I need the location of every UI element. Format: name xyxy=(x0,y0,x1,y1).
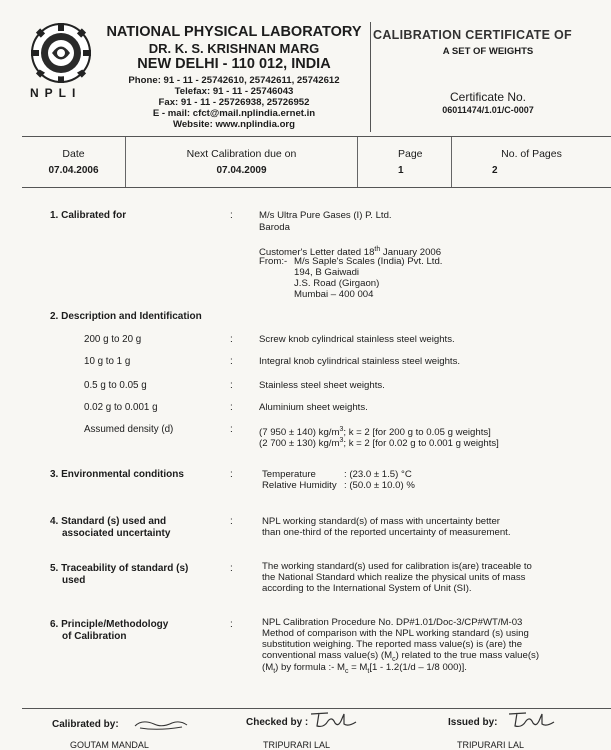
section-5-text-3: according to the International System of Unit (SI). xyxy=(262,583,472,594)
issued-by-label: Issued by: xyxy=(448,717,498,728)
lab-street: DR. K. S. KRISHNAN MARG xyxy=(148,41,320,56)
density-line-2: (2 700 ± 130) $kg/m^3$; k = 2 [for 0.02 g to 0.001 g weights] xyxy=(259,437,499,450)
calibrated-by-name: GOUTAM MANDAL xyxy=(70,740,149,750)
section-6-text-3: substitution weighing. The reported mass value(s) is (are) the xyxy=(262,639,523,650)
item-1-range: 200 g to 20 g xyxy=(84,334,142,345)
next-calibration-label: Next Calibration due on xyxy=(186,148,297,160)
certificate-number-label: Certificate No. xyxy=(449,90,527,104)
certificate-subtitle: A SET OF WEIGHTS xyxy=(442,46,534,57)
section-4-heading-line-1: 4. Standard (s) used and xyxy=(50,516,167,527)
lab-contact-block xyxy=(104,75,364,130)
lab-fax: Fax: 91 - 11 - 25726938, 25726952 xyxy=(158,97,310,108)
section-6-text-2: Method of comparison with the NPL working standard (s) using xyxy=(262,628,529,639)
item-2-description: Integral knob cylindrical stainless steel weights. xyxy=(259,356,461,367)
lab-name: NATIONAL PHYSICAL LABORATORY xyxy=(106,24,362,40)
density-label: Assumed density (d) xyxy=(84,424,174,435)
issued-by-signature-icon xyxy=(506,708,558,732)
item-2-range: 10 g to 1 g xyxy=(84,356,131,367)
section-6-heading-line-1: 6. Principle/Methodology xyxy=(50,619,169,630)
date-cell xyxy=(22,137,126,187)
checked-by-signature-icon xyxy=(308,708,360,732)
lab-email: E - mail: cfct@mail.nplindia.ernet.in xyxy=(152,108,316,119)
section-5-heading-line-2: used xyxy=(62,575,86,586)
item-1-colon: : xyxy=(230,334,233,345)
section-4-text-1: NPL working standard(s) of mass with uncertainty better xyxy=(262,516,500,527)
lab-website: Website: www.nplindia.org xyxy=(172,119,296,130)
certificate-title: CALIBRATION CERTIFICATE OF xyxy=(373,28,572,42)
item-3-colon: : xyxy=(230,380,233,391)
section-6-colon: : xyxy=(230,619,233,630)
section-6-text-5: $(M_t)$ by formula :- $M_c = M_t[1 - 1.2(1/d - 1/8$ 000)]. xyxy=(262,662,467,675)
section-6-text-1: NPL Calibration Procedure No. DP#1.01/Doc-3/CP#WT/M-03 xyxy=(262,617,523,628)
customer-letter: Customer's Letter dated 18th January 2006 xyxy=(259,246,442,259)
humidity-label: Relative Humidity xyxy=(262,480,337,491)
lab-city: NEW DELHI - 110 012, INDIA xyxy=(137,56,331,72)
pages-value: 2 xyxy=(492,165,498,176)
density-colon: : xyxy=(230,424,233,435)
section-6-text-4: conventional mass value(s) $(M_c)$ related to the true mass value(s) xyxy=(262,650,540,663)
calibrated-by-label: Calibrated by: xyxy=(52,719,119,730)
from-line-2: 194, B Gaiwadi xyxy=(294,267,360,278)
issued-by-name: TRIPURARI LAL xyxy=(457,740,525,750)
item-3-range: 0.5 g to 0.05 g xyxy=(84,380,147,391)
section-3-heading: 3. Environmental conditions xyxy=(50,469,184,480)
item-2-colon: : xyxy=(230,356,233,367)
temperature-label: Temperature xyxy=(262,469,316,480)
section-5-colon: : xyxy=(230,563,233,574)
certificate-number: 06011474/1.01/C-0007 xyxy=(442,105,534,115)
calibrated-by-signature-icon xyxy=(132,716,190,734)
item-4-range: 0.02 g to 0.001 g xyxy=(84,402,158,413)
density-line-1: (7 950 ± 140) $kg/m^3$; k = 2 [for 200 g to 0.05 g weights] xyxy=(259,426,491,439)
section-4-text-2: than one-third of the reported uncertainty of measurement. xyxy=(262,527,511,538)
item-3-description: Stainless steel sheet weights. xyxy=(259,380,385,391)
lab-address-block xyxy=(104,24,364,73)
date-label: Date xyxy=(62,148,85,160)
section-5-text-2: the National Standard which realize the physical units of mass xyxy=(262,572,526,583)
section-2-heading: 2. Description and Identification xyxy=(50,311,202,322)
section-5-text-1: The working standard(s) used for calibration is(are) traceable to xyxy=(262,561,532,572)
lab-telefax: Telefax: 91 - 11 - 25746043 xyxy=(174,86,294,97)
from-line-4: Mumbai – 400 004 xyxy=(294,289,374,300)
certificate-header xyxy=(0,0,611,140)
lab-phone: Phone: 91 - 11 - 25742610, 25742611, 25742612 xyxy=(128,75,340,86)
humidity-value: : (50.0 ± 10.0) % xyxy=(344,480,415,491)
customer-name: M/s Ultra Pure Gases (I) P. Ltd. xyxy=(259,210,392,221)
page-label: Page xyxy=(398,148,423,160)
header-divider xyxy=(370,22,371,132)
from-line-1: M/s Saple's Scales (India) Pvt. Ltd. xyxy=(294,256,443,267)
section-3-colon: : xyxy=(230,469,233,480)
npli-logo-icon xyxy=(28,22,94,84)
page-value: 1 xyxy=(398,165,404,176)
customer-city: Baroda xyxy=(259,222,290,233)
next-calibration-cell xyxy=(126,137,358,187)
checked-by-label: Checked by : xyxy=(246,717,309,728)
item-4-description: Aluminium sheet weights. xyxy=(259,402,368,413)
item-1-description: Screw knob cylindrical stainless steel weights. xyxy=(259,334,455,345)
item-4-colon: : xyxy=(230,402,233,413)
temperature-value: : (23.0 ± 1.5) °C xyxy=(344,469,412,480)
checked-by-name: TRIPURARI LAL xyxy=(263,740,331,750)
from-line-3: J.S. Road (Girgaon) xyxy=(294,278,380,289)
section-1-heading: 1. Calibrated for xyxy=(50,210,127,221)
date-value: 07.04.2006 xyxy=(48,165,99,176)
section-5-heading-line-1: 5. Traceability of standard (s) xyxy=(50,563,189,574)
section-6-heading-line-2: of Calibration xyxy=(62,631,127,642)
section-1-colon: : xyxy=(230,210,233,221)
next-calibration-value: 07.04.2009 xyxy=(216,165,267,176)
pages-cell xyxy=(452,137,611,187)
logo-text: NPLI xyxy=(30,86,82,100)
certificate-info-table xyxy=(22,136,611,188)
section-4-heading-line-2: associated uncertainty xyxy=(62,528,171,539)
section-4-colon: : xyxy=(230,516,233,527)
from-label: From:- xyxy=(259,256,288,267)
page-cell xyxy=(358,137,452,187)
pages-label: No. of Pages xyxy=(501,148,562,160)
